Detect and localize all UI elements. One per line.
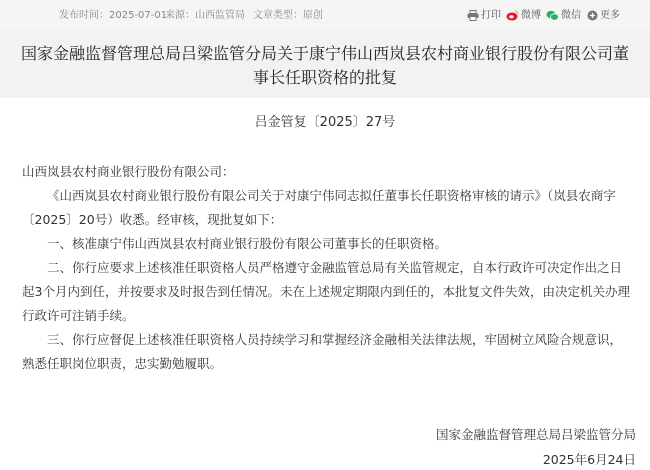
document-title: 国家金融监督管理总局吕梁监管分局关于康宁伟山西岚县农村商业银行股份有限公司董事长任职资格的批复 xyxy=(20,44,629,87)
addressee: 山西岚县农村商业银行股份有限公司： xyxy=(22,164,235,179)
document-number: 吕金管复〔2025〕27号 xyxy=(254,115,396,130)
print-label: 打印 xyxy=(481,10,501,21)
more-share-button[interactable] xyxy=(587,9,620,23)
source: 来源：山西监管局 xyxy=(165,10,245,21)
more-icon xyxy=(587,10,598,21)
article-type: 文章类型：原创 xyxy=(253,10,323,21)
wechat-icon xyxy=(546,10,559,21)
meta-bar xyxy=(0,0,650,30)
item-1-paragraph: 一、核准康宁伟山西岚县农村商业银行股份有限公司董事长的任职资格。 xyxy=(47,236,448,251)
issuer-signature: 国家金融监督管理总局吕梁监管分局 xyxy=(435,427,636,442)
issue-date: 2025年6月24日 xyxy=(542,452,636,467)
printer-icon xyxy=(467,10,479,21)
weibo-share-button[interactable] xyxy=(506,9,541,23)
more-label: 更多 xyxy=(600,10,620,21)
publish-time: 发布时间：2025-07-01 xyxy=(59,10,168,21)
print-button[interactable] xyxy=(467,9,501,23)
weibo-icon xyxy=(506,10,519,21)
wechat-label: 微信 xyxy=(561,10,581,21)
wechat-share-button[interactable] xyxy=(546,9,581,23)
item-3-paragraph: 三、你行应督促上述核准任职资格人员持续学习和掌握经济金融相关法律法规，牢固树立风险合规意识，熟悉任职岗位职责，忠实勤勉履职。 xyxy=(22,332,623,371)
weibo-label: 微博 xyxy=(521,10,541,21)
item-2-paragraph: 二、你行应要求上述核准任职资格人员严格遵守金融监管总局有关监管规定，自本行政许可决定作出之日起3个月内到任，并按要求及时报告到任情况。未在上述规定期限内到任的，本批复文件失效，由决定机关办理行政许可注销手续。 xyxy=(22,260,630,323)
intro-paragraph: 《山西岚县农村商业银行股份有限公司关于对康宁伟同志拟任董事长任职资格审核的请示》（岚县农商字〔2025〕20号）收悉。经审核，现批复如下： xyxy=(22,188,616,227)
